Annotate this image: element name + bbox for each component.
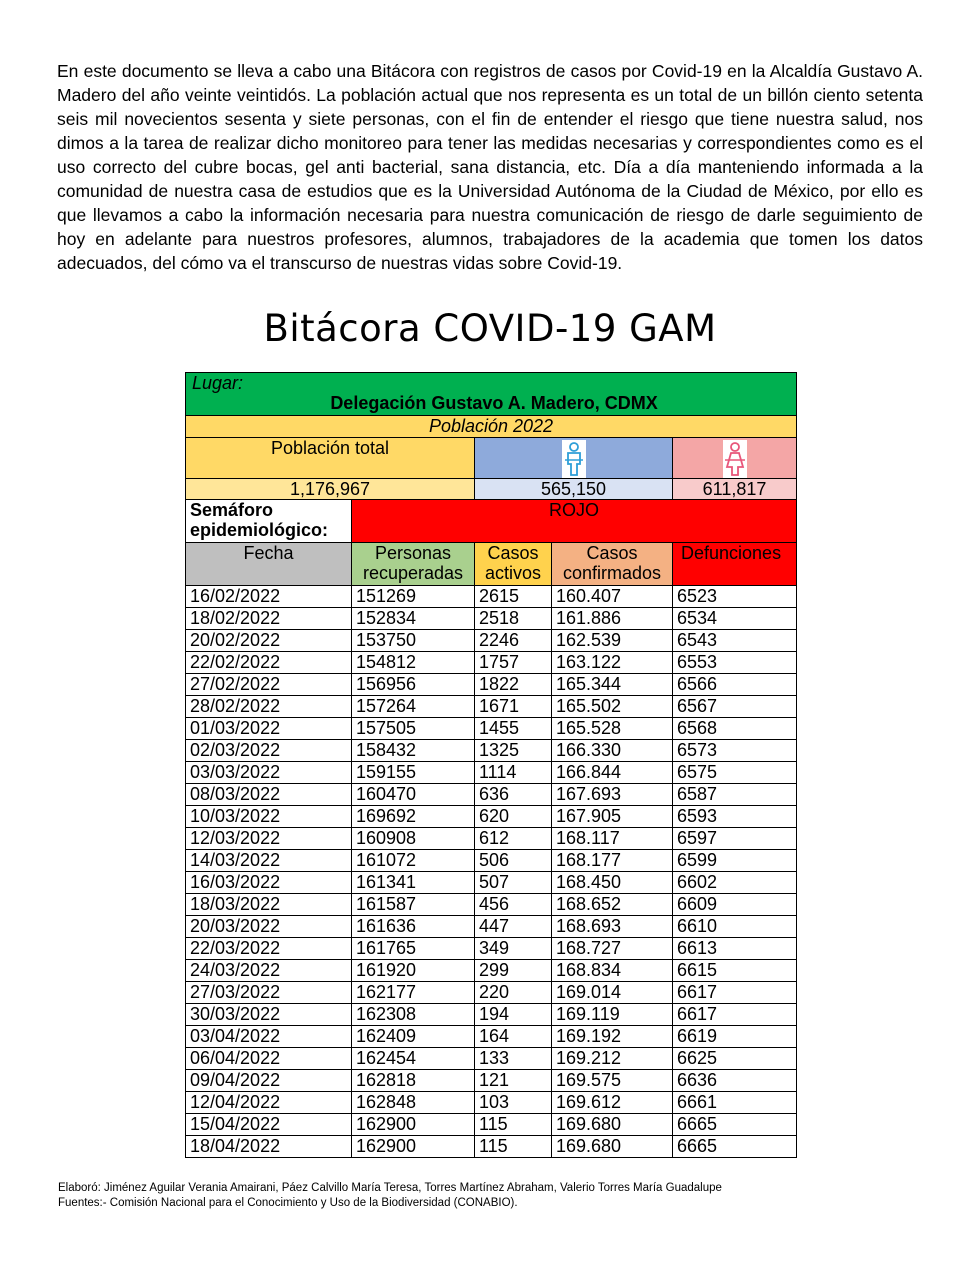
cell-recuperadas: 169692 [352,806,475,828]
cell-activos: 2518 [475,608,552,630]
cell-fecha: 20/02/2022 [186,630,352,652]
cell-confirmados: 163.122 [552,652,673,674]
table-row [186,784,797,806]
cell-defunciones: 6573 [673,740,797,762]
table-row [186,652,797,674]
covid-log-table [185,372,797,1158]
cell-activos: 2615 [475,586,552,608]
cell-confirmados: 166.844 [552,762,673,784]
cell-defunciones: 6575 [673,762,797,784]
cell-confirmados: 169.612 [552,1092,673,1114]
table-row [186,718,797,740]
cell-fecha: 15/04/2022 [186,1114,352,1136]
cell-fecha: 22/02/2022 [186,652,352,674]
cell-confirmados: 165.502 [552,696,673,718]
cell-fecha: 28/02/2022 [186,696,352,718]
cell-activos: 1822 [475,674,552,696]
cell-recuperadas: 162900 [352,1136,475,1158]
cell-confirmados: 167.905 [552,806,673,828]
cell-fecha: 24/03/2022 [186,960,352,982]
cell-confirmados: 168.834 [552,960,673,982]
cell-recuperadas: 158432 [352,740,475,762]
cell-recuperadas: 161765 [352,938,475,960]
cell-recuperadas: 161636 [352,916,475,938]
cell-fecha: 22/03/2022 [186,938,352,960]
table-row [186,1070,797,1092]
table-row [186,828,797,850]
cell-recuperadas: 162308 [352,1004,475,1026]
cell-fecha: 01/03/2022 [186,718,352,740]
poblacion-total-label: Población total [186,438,475,479]
cell-defunciones: 6625 [673,1048,797,1070]
cell-recuperadas: 154812 [352,652,475,674]
cell-recuperadas: 160908 [352,828,475,850]
table-row [186,674,797,696]
table-row [186,1136,797,1158]
cell-activos: 620 [475,806,552,828]
cell-recuperadas: 157264 [352,696,475,718]
cell-confirmados: 168.693 [552,916,673,938]
cell-defunciones: 6553 [673,652,797,674]
cell-defunciones: 6602 [673,872,797,894]
cell-recuperadas: 159155 [352,762,475,784]
cell-confirmados: 169.575 [552,1070,673,1092]
cell-defunciones: 6665 [673,1114,797,1136]
cell-recuperadas: 162900 [352,1114,475,1136]
table-row [186,872,797,894]
cell-defunciones: 6615 [673,960,797,982]
cell-confirmados: 167.693 [552,784,673,806]
cell-confirmados: 169.192 [552,1026,673,1048]
cell-fecha: 14/03/2022 [186,850,352,872]
cell-recuperadas: 161072 [352,850,475,872]
poblacion-label: Población 2022 [186,416,797,438]
cell-activos: 506 [475,850,552,872]
semaforo-row [186,500,797,543]
cell-fecha: 06/04/2022 [186,1048,352,1070]
table-row [186,1026,797,1048]
document-title: Bitácora COVID-19 GAM [263,307,717,350]
semaforo-value: ROJO [352,500,797,543]
cell-confirmados: 168.727 [552,938,673,960]
cell-recuperadas: 157505 [352,718,475,740]
footer [58,1181,722,1211]
cell-activos: 447 [475,916,552,938]
cell-confirmados: 168.117 [552,828,673,850]
table-row [186,1114,797,1136]
lugar-label: Lugar: [192,373,244,393]
cell-activos: 103 [475,1092,552,1114]
cell-confirmados: 166.330 [552,740,673,762]
table-row [186,916,797,938]
cell-defunciones: 6593 [673,806,797,828]
table-row [186,806,797,828]
table-row [186,608,797,630]
cell-recuperadas: 160470 [352,784,475,806]
cell-fecha: 27/03/2022 [186,982,352,1004]
poblacion-total-value: 1,176,967 [186,479,475,500]
table-row [186,586,797,608]
col-activos-header: Casos activos [475,543,552,586]
cell-fecha: 08/03/2022 [186,784,352,806]
col-defunciones-header: Defunciones [673,543,797,586]
cell-defunciones: 6534 [673,608,797,630]
cell-defunciones: 6610 [673,916,797,938]
cell-defunciones: 6617 [673,1004,797,1026]
cell-activos: 1455 [475,718,552,740]
lugar-row [186,373,797,416]
cell-activos: 612 [475,828,552,850]
cell-defunciones: 6523 [673,586,797,608]
cell-confirmados: 165.344 [552,674,673,696]
footer-elaboro: Elaboró: Jiménez Aguilar Verania Amairani, Páez Calvillo María Teresa, Torres Martínez Abraham, Valerio Torres María Guadalupe [58,1182,722,1194]
cell-defunciones: 6609 [673,894,797,916]
cell-confirmados: 168.450 [552,872,673,894]
cell-activos: 299 [475,960,552,982]
cell-activos: 121 [475,1070,552,1092]
hombres-value: 565,150 [475,479,673,500]
cell-activos: 194 [475,1004,552,1026]
cell-defunciones: 6567 [673,696,797,718]
cell-activos: 1757 [475,652,552,674]
cell-fecha: 30/03/2022 [186,1004,352,1026]
cell-fecha: 12/04/2022 [186,1092,352,1114]
cell-confirmados: 169.212 [552,1048,673,1070]
cell-activos: 1114 [475,762,552,784]
cell-confirmados: 169.680 [552,1114,673,1136]
cell-confirmados: 168.177 [552,850,673,872]
cell-activos: 115 [475,1136,552,1158]
footer-fuentes: Fuentes:- Comisión Nacional para el Conocimiento y Uso de la Biodiversidad (CONABIO). [58,1197,518,1209]
cell-defunciones: 6568 [673,718,797,740]
male-person-icon [562,440,586,478]
cell-fecha: 02/03/2022 [186,740,352,762]
female-person-icon [723,440,747,478]
col-fecha-header: Fecha [186,543,352,586]
table-row [186,1048,797,1070]
cell-activos: 115 [475,1114,552,1136]
cell-recuperadas: 153750 [352,630,475,652]
cell-recuperadas: 162177 [352,982,475,1004]
cell-defunciones: 6599 [673,850,797,872]
cell-activos: 2246 [475,630,552,652]
cell-recuperadas: 162409 [352,1026,475,1048]
cell-activos: 349 [475,938,552,960]
cell-defunciones: 6543 [673,630,797,652]
cell-fecha: 18/02/2022 [186,608,352,630]
cell-activos: 133 [475,1048,552,1070]
cell-defunciones: 6597 [673,828,797,850]
semaforo-label: Semáforo epidemiológico: [186,500,352,543]
cell-recuperadas: 162818 [352,1070,475,1092]
cell-fecha: 03/03/2022 [186,762,352,784]
table-row [186,982,797,1004]
cell-recuperadas: 162848 [352,1092,475,1114]
cell-defunciones: 6665 [673,1136,797,1158]
poblacion-header-row [186,416,797,438]
cell-activos: 456 [475,894,552,916]
cell-activos: 636 [475,784,552,806]
cell-fecha: 03/04/2022 [186,1026,352,1048]
cell-activos: 164 [475,1026,552,1048]
table-row [186,740,797,762]
cell-fecha: 18/04/2022 [186,1136,352,1158]
table-row [186,1092,797,1114]
table-row [186,850,797,872]
cell-defunciones: 6619 [673,1026,797,1048]
cell-recuperadas: 152834 [352,608,475,630]
table-row [186,938,797,960]
cell-activos: 1671 [475,696,552,718]
col-recuperadas-header: Personas recuperadas [352,543,475,586]
cell-confirmados: 169.680 [552,1136,673,1158]
cell-confirmados: 169.014 [552,982,673,1004]
cell-confirmados: 165.528 [552,718,673,740]
cell-defunciones: 6566 [673,674,797,696]
cell-fecha: 20/03/2022 [186,916,352,938]
poblacion-values-row [186,479,797,500]
cell-fecha: 16/02/2022 [186,586,352,608]
table-row [186,894,797,916]
cell-recuperadas: 161920 [352,960,475,982]
cell-recuperadas: 151269 [352,586,475,608]
cell-recuperadas: 162454 [352,1048,475,1070]
cell-defunciones: 6617 [673,982,797,1004]
cell-fecha: 27/02/2022 [186,674,352,696]
cell-fecha: 18/03/2022 [186,894,352,916]
poblacion-icons-row [186,438,797,479]
cell-fecha: 09/04/2022 [186,1070,352,1092]
table-row [186,630,797,652]
cell-activos: 1325 [475,740,552,762]
cell-recuperadas: 161587 [352,894,475,916]
cell-defunciones: 6613 [673,938,797,960]
cell-fecha: 16/03/2022 [186,872,352,894]
column-header-row [186,543,797,586]
cell-defunciones: 6587 [673,784,797,806]
cell-confirmados: 161.886 [552,608,673,630]
cell-activos: 220 [475,982,552,1004]
cell-defunciones: 6636 [673,1070,797,1092]
cell-recuperadas: 156956 [352,674,475,696]
cell-activos: 507 [475,872,552,894]
cell-recuperadas: 161341 [352,872,475,894]
intro-paragraph: En este documento se lleva a cabo una Bitácora con registros de casos por Covid-19 en la Alcaldía Gustavo A. Madero del año veinte veintidós. La población actual que nos representa es un total de un billón ciento setenta seis mil novecientos sesenta y siete personas, con el fin de entender el riesgo que tiene nuestra salud, nos dimos a la tarea de realizar dicho monitoreo para tener las medidas necesarias y correspondientes como es el uso correcto del cubre bocas, gel anti bacterial, sana distancia, etc. Día a día manteniendo informada a la comunidad de nuestra casa de estudios que es la Universidad Autónoma de la Ciudad de México, por ello es que llevamos a cabo la información necesaria para nuestra comunicación de riesgo de darle seguimiento de hoy en adelante para nuestros profesores, alumnos, trabajadores de la academia que tomen los datos adecuados, del cómo va el transcurso de nuestras vidas sobre Covid-19. [57,61,923,273]
table-row [186,762,797,784]
cell-confirmados: 169.119 [552,1004,673,1026]
table-row [186,1004,797,1026]
lugar-value: Delegación Gustavo A. Madero, CDMX [330,393,658,413]
table-row [186,960,797,982]
cell-defunciones: 6661 [673,1092,797,1114]
cell-confirmados: 160.407 [552,586,673,608]
cell-fecha: 12/03/2022 [186,828,352,850]
table-row [186,696,797,718]
mujeres-value: 611,817 [673,479,797,500]
cell-fecha: 10/03/2022 [186,806,352,828]
col-confirmados-header: Casos confirmados [552,543,673,586]
cell-confirmados: 168.652 [552,894,673,916]
cell-confirmados: 162.539 [552,630,673,652]
